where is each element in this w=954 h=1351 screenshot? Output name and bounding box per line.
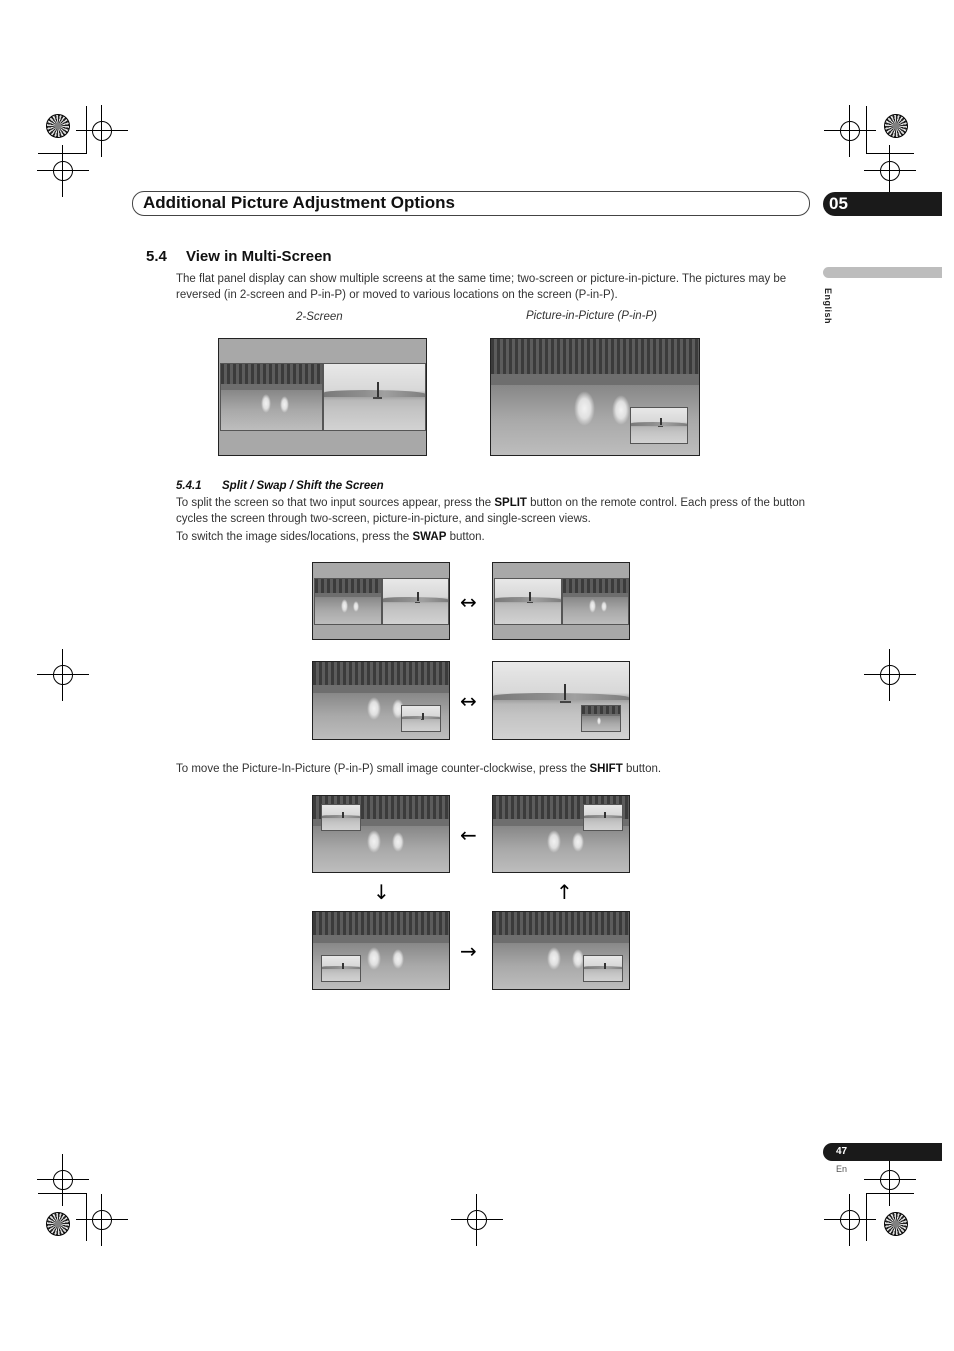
registration-target-bottom-left	[46, 1212, 70, 1236]
swap-pinp-after	[492, 661, 630, 740]
pinp-illustration	[490, 338, 700, 456]
crop-mark	[866, 153, 914, 154]
registration-target-top-left	[46, 114, 70, 138]
shift-key: SHIFT	[589, 763, 623, 775]
swap-arrow-icon: ↔	[460, 689, 477, 713]
section-number: 5.4	[146, 248, 167, 265]
two-screen-illustration	[218, 338, 427, 456]
shift-bottom-right	[492, 911, 630, 990]
shift-text-before: To move the Picture-In-Picture (P-in-P) small image counter-clockwise, press the	[176, 763, 590, 775]
shift-inset-top-right	[583, 804, 623, 831]
subsection-number: 5.4.1	[176, 480, 202, 492]
shift-inset-bottom-left	[321, 955, 361, 982]
registration-target-top-right	[884, 114, 908, 138]
swap-text-before: To switch the image sides/locations, press the	[176, 531, 413, 543]
registration-mark	[872, 153, 908, 189]
crop-mark	[866, 1193, 914, 1194]
shift-text-after: button.	[622, 763, 662, 775]
swap-left-seascape	[494, 578, 562, 625]
registration-mark	[872, 657, 908, 693]
subsection-title: Split / Swap / Shift the Screen	[222, 480, 384, 492]
swap-instructions	[176, 530, 810, 546]
registration-mark	[45, 657, 81, 693]
chapter-title: Additional Picture Adjustment Options	[143, 193, 455, 212]
shift-bottom-left	[312, 911, 450, 990]
arrow-left-icon: ←	[460, 823, 477, 847]
shift-instructions	[176, 762, 810, 778]
swap-pinp-inset-seascape	[401, 705, 441, 732]
swap-2screen-before	[312, 562, 450, 640]
chapter-number-label: 05	[829, 194, 848, 213]
registration-mark	[84, 1202, 120, 1238]
swap-right-seascape	[382, 578, 449, 625]
registration-mark	[45, 153, 81, 189]
arrow-down-icon: ↓	[373, 880, 390, 904]
caption-2screen: 2-Screen	[296, 311, 343, 323]
split-text-before: To split the screen so that two input sources appear, press the	[176, 497, 495, 509]
language-tab-bar	[823, 267, 942, 278]
crop-mark	[866, 106, 867, 154]
shift-inset-bottom-right	[583, 955, 623, 982]
registration-mark	[459, 1202, 495, 1238]
crop-mark	[38, 1193, 86, 1194]
swap-pinp-inset-baseball	[581, 705, 621, 732]
shift-top-left	[312, 795, 450, 873]
section-title: View in Multi-Screen	[186, 248, 332, 265]
crop-mark	[866, 1193, 867, 1241]
registration-target-bottom-right	[884, 1212, 908, 1236]
swap-2screen-after	[492, 562, 630, 640]
crop-mark	[86, 106, 87, 154]
registration-mark	[832, 1202, 868, 1238]
swap-right-baseball	[562, 578, 629, 625]
language-tab-label: English	[823, 288, 833, 325]
left-pane-baseball	[220, 363, 323, 431]
registration-mark	[84, 113, 120, 149]
page-number: 47	[836, 1146, 848, 1157]
swap-pinp-before	[312, 661, 450, 740]
pinp-inset	[630, 407, 688, 444]
section-heading	[146, 248, 332, 265]
arrow-right-icon: →	[460, 939, 477, 963]
split-instructions	[176, 496, 810, 527]
shift-top-right	[492, 795, 630, 873]
swap-key: SWAP	[412, 531, 447, 543]
page-language: En	[836, 1164, 848, 1174]
crop-mark	[86, 1193, 87, 1241]
arrow-up-icon: ↑	[556, 880, 573, 904]
swap-left-baseball	[314, 578, 382, 625]
registration-mark	[832, 113, 868, 149]
swap-text-after: button.	[446, 531, 485, 543]
swap-arrow-icon: ↔	[460, 590, 477, 614]
right-pane-seascape	[323, 363, 426, 431]
caption-pinp: Picture-in-Picture (P-in-P)	[526, 310, 657, 322]
crop-mark	[38, 153, 86, 154]
shift-inset-top-left	[321, 804, 361, 831]
split-text-after: button on the remote control. Each press of the button cycles the screen through two-screen, picture-in-picture, and single-screen views.	[176, 497, 806, 525]
split-key: SPLIT	[494, 497, 527, 509]
chapter-number	[823, 192, 942, 216]
subsection-heading	[176, 480, 384, 492]
section-intro: The flat panel display can show multiple screens at the same time; two-screen or picture-in-picture. The pictures may be reversed (in 2-screen and P-in-P) or moved to various locations on the screen (P-in-P).	[176, 273, 787, 301]
